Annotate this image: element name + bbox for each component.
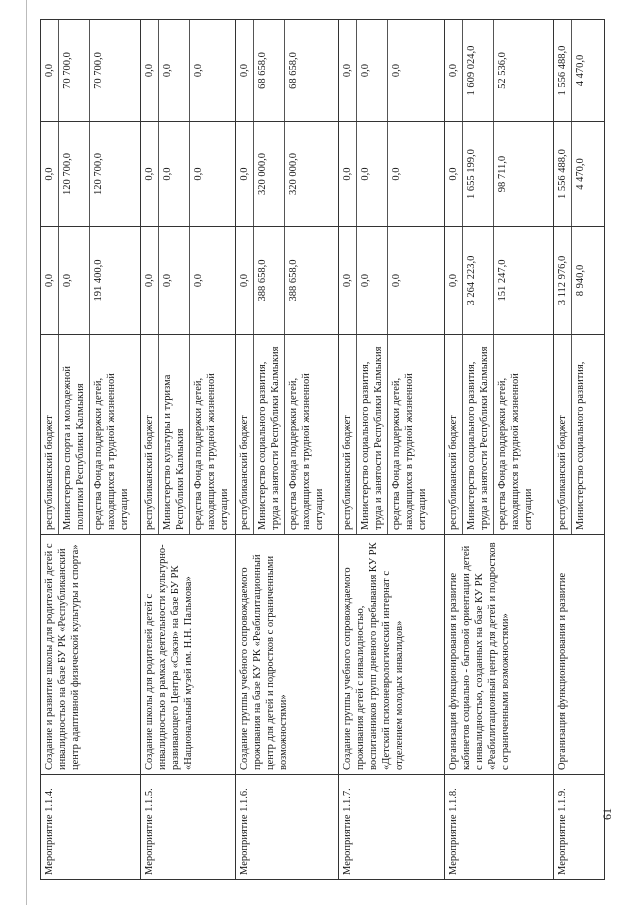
amount-value: 0,0 bbox=[193, 167, 205, 181]
amount-value: 388 658,0 bbox=[288, 259, 300, 302]
amount-value: 68 658,0 bbox=[288, 52, 300, 89]
amount-value: 0,0 bbox=[357, 122, 388, 226]
amount-value: 191 400,0 bbox=[93, 259, 104, 302]
amount-value: 1 556 488,0 bbox=[554, 122, 572, 226]
amount-value: 4 470,0 bbox=[574, 54, 586, 87]
program-activities-table bbox=[40, 19, 605, 880]
total-amount bbox=[141, 227, 236, 335]
amount-value: 0,0 bbox=[41, 20, 59, 121]
funding-source: республиканский бюджет bbox=[445, 335, 463, 534]
funding-source: средства Фонда поддержки детей, находящихся в трудной жизненной ситуации bbox=[390, 373, 428, 530]
funding-sources bbox=[338, 335, 444, 535]
amount-value: 70 700,0 bbox=[93, 52, 104, 89]
amount-value: 0,0 bbox=[339, 227, 357, 334]
funding-source: Министерство социального развития, труда и занятости Республики Калмыкия bbox=[463, 335, 494, 534]
funding-source: Министерство спорта и молодежной политики Республики Калмыкия bbox=[59, 335, 90, 534]
year1-amount bbox=[338, 122, 444, 227]
funding-source: Министерство социального развития, труда и занятости Республики Калмыкия bbox=[254, 335, 285, 534]
amount-value: 320 000,0 bbox=[288, 153, 300, 195]
amount-value: 0,0 bbox=[193, 63, 205, 78]
amount-value: 0,0 bbox=[141, 122, 159, 226]
table-row bbox=[338, 20, 444, 880]
funding-source: средства Фонда поддержки детей, находящихся в трудной жизненной ситуации bbox=[497, 373, 535, 530]
amount-value: 0,0 bbox=[445, 122, 463, 226]
year1-amount bbox=[41, 122, 141, 227]
amount-value: 0,0 bbox=[159, 122, 190, 226]
table-row bbox=[41, 20, 141, 880]
amount-value: 3 264 223,0 bbox=[463, 227, 494, 334]
amount-value: 120 700,0 bbox=[59, 122, 90, 226]
amount-value: 120 700,0 bbox=[93, 153, 104, 195]
funding-source: республиканский бюджет bbox=[141, 335, 159, 534]
amount-value: 0,0 bbox=[390, 167, 402, 181]
activity-name: Мероприятие 1.1.4. bbox=[41, 775, 141, 880]
year2-amount bbox=[41, 20, 141, 122]
amount-value: 1 655 199,0 bbox=[463, 122, 494, 226]
year2-amount bbox=[236, 20, 338, 122]
amount-value: 0,0 bbox=[339, 122, 357, 226]
activity-description: Создание школы для родителей детей с инвалидностью в рамках деятельности культурно-развивающего Центра «Сэкэн» на базе БУ РК «Национальный музей им. Н.Н. Пальмова» bbox=[141, 535, 236, 775]
activity-name: Мероприятие 1.1.8. bbox=[445, 775, 554, 880]
amount-value: 0,0 bbox=[59, 227, 90, 334]
year1-amount bbox=[141, 122, 236, 227]
funding-source: республиканский бюджет bbox=[339, 335, 357, 534]
funding-sources bbox=[141, 335, 236, 535]
amount-value: 1 556 488,0 bbox=[554, 20, 572, 121]
year1-amount bbox=[553, 122, 604, 227]
amount-value: 0,0 bbox=[357, 20, 388, 121]
total-amount bbox=[553, 227, 604, 335]
amount-value: 0,0 bbox=[445, 20, 463, 121]
amount-value: 0,0 bbox=[236, 227, 254, 334]
funding-source: Министерство социального развития, труда и занятости Республики Калмыкия bbox=[357, 335, 388, 534]
activity-description: Организация функционирования и развитие кабинетов социально - бытовой ориентации детей с инвалидностью, созданных на базе КУ РК «Реабилитационный центр для детей и подростков с ограниченными возможностями» bbox=[445, 535, 554, 775]
amount-value: 0,0 bbox=[445, 227, 463, 334]
activity-name: Мероприятие 1.1.7. bbox=[338, 775, 444, 880]
amount-value: 0,0 bbox=[141, 227, 159, 334]
rotated-table-wrapper bbox=[40, 20, 605, 880]
amount-value: 1 609 024,0 bbox=[463, 20, 494, 121]
amount-value: 0,0 bbox=[141, 20, 159, 121]
amount-value: 3 112 976,0 bbox=[554, 227, 572, 334]
activity-description: Создание и развитие школы для родителей детей с инвалидностью на базе БУ РК «Республиканский центр адаптивной физической культуры и спорта» bbox=[41, 535, 141, 775]
amount-value: 388 658,0 bbox=[254, 227, 285, 334]
amount-value: 0,0 bbox=[159, 20, 190, 121]
funding-source: средства Фонда поддержки детей, находящихся в трудной жизненной ситуации bbox=[193, 373, 231, 530]
activity-description: Создание группы учебного сопровождаемого проживания детей с инвалидностью, воспитанников групп дневного пребывания КУ РК «Детский психоневрологический интернат с отделением молодых инвалидов» bbox=[338, 535, 444, 775]
funding-sources bbox=[41, 335, 141, 535]
year2-amount bbox=[553, 20, 604, 122]
amount-value: 70 700,0 bbox=[59, 20, 90, 121]
year2-amount bbox=[141, 20, 236, 122]
funding-sources bbox=[553, 335, 604, 535]
activity-name: Мероприятие 1.1.5. bbox=[141, 775, 236, 880]
page-number: 61 bbox=[600, 808, 614, 820]
funding-sources bbox=[445, 335, 554, 535]
amount-value: 151 247,0 bbox=[497, 259, 509, 302]
amount-value: 0,0 bbox=[236, 122, 254, 226]
funding-source: Министерство культуры и туризма Республики Калмыкия bbox=[159, 335, 190, 534]
activity-name: Мероприятие 1.1.9. bbox=[553, 775, 604, 880]
amount-value: 0,0 bbox=[193, 273, 205, 288]
amount-value: 0,0 bbox=[390, 63, 402, 78]
year2-amount bbox=[445, 20, 554, 122]
amount-value: 98 711,0 bbox=[497, 155, 509, 193]
funding-source: республиканский бюджет bbox=[41, 335, 59, 534]
total-amount bbox=[41, 227, 141, 335]
year2-amount bbox=[338, 20, 444, 122]
amount-value: 52 536,0 bbox=[497, 52, 509, 89]
total-amount bbox=[236, 227, 338, 335]
scan-edge-line bbox=[26, 0, 27, 905]
amount-value: 0,0 bbox=[159, 227, 190, 334]
activity-name: Мероприятие 1.1.6. bbox=[236, 775, 338, 880]
amount-value: 0,0 bbox=[236, 20, 254, 121]
funding-source: Министерство социального развития, bbox=[574, 361, 586, 530]
funding-sources bbox=[236, 335, 338, 535]
year1-amount bbox=[445, 122, 554, 227]
amount-value: 0,0 bbox=[390, 273, 402, 288]
amount-value: 0,0 bbox=[357, 227, 388, 334]
funding-source: средства Фонда поддержки детей, находящихся в трудной жизненной ситуации bbox=[288, 373, 326, 530]
funding-source: республиканский бюджет bbox=[236, 335, 254, 534]
amount-value: 68 658,0 bbox=[254, 20, 285, 121]
amount-value: 320 000,0 bbox=[254, 122, 285, 226]
amount-value: 0,0 bbox=[41, 122, 59, 226]
amount-value: 0,0 bbox=[339, 20, 357, 121]
amount-value: 4 470,0 bbox=[574, 158, 586, 190]
amount-value: 8 940,0 bbox=[574, 264, 586, 297]
funding-source: республиканский бюджет bbox=[554, 335, 572, 534]
total-amount bbox=[338, 227, 444, 335]
funding-source: средства Фонда поддержки детей, находящихся в трудной жизненной ситуации bbox=[93, 373, 130, 530]
total-amount bbox=[445, 227, 554, 335]
table-row bbox=[553, 20, 604, 880]
table-row bbox=[445, 20, 554, 880]
year1-amount bbox=[236, 122, 338, 227]
activity-description: Организация функционирования и развитие bbox=[553, 535, 604, 775]
amount-value: 0,0 bbox=[41, 227, 59, 334]
table-row bbox=[141, 20, 236, 880]
activity-description: Создание группы учебного сопровождаемого проживания на базе КУ РК «Реабилитационный центр для детей и подростков с ограниченными возможностями» bbox=[236, 535, 338, 775]
table-row bbox=[236, 20, 338, 880]
